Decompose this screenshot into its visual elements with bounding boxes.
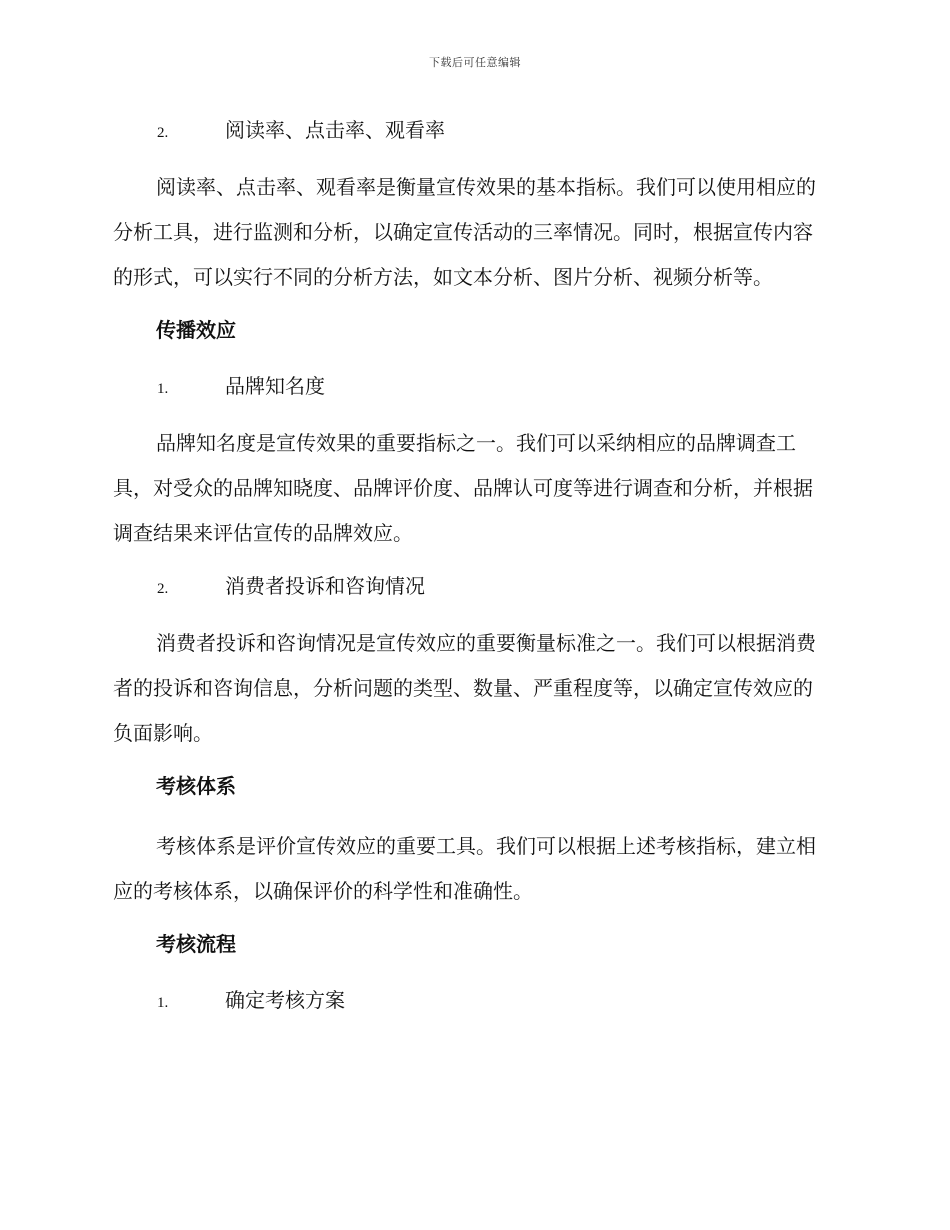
list-item-reading-rate: [113, 112, 831, 148]
list-item-text: 阅读率、点击率、观看率: [225, 118, 445, 142]
list-item-brand-awareness: [113, 368, 831, 404]
list-number: 2.: [157, 581, 169, 597]
list-item-assessment-plan: [113, 982, 831, 1018]
list-number: 2.: [157, 125, 169, 141]
section-heading-propagation: 传播效应: [156, 318, 236, 342]
paragraph-reading-rate: 阅读率、点击率、观看率是衡量宣传效果的基本指标。我们可以使用相应的分析工具，进行监测和分析，以确定宣传活动的三率情况。同时，根据宣传内容的形式，可以实行不同的分析方法，如文本分析、图片分析、视频分析等。: [113, 175, 816, 289]
document-body: [113, 112, 831, 1018]
section-heading-assessment-process: 考核流程: [156, 932, 236, 956]
list-item-text: 确定考核方案: [225, 988, 345, 1012]
paragraph-brand-awareness: 品牌知名度是宣传效果的重要指标之一。我们可以采纳相应的品牌调查工具，对受众的品牌知晓度、品牌评价度、品牌认可度等进行调查和分析，并根据调查结果来评估宣传的品牌效应。: [113, 431, 813, 545]
list-item-complaints: [113, 568, 831, 604]
list-number: 1.: [157, 995, 169, 1011]
paragraph-assessment-system: 考核体系是评价宣传效应的重要工具。我们可以根据上述考核指标，建立相应的考核体系，以确保评价的科学性和准确性。: [113, 834, 816, 903]
section-heading-assessment-system: 考核体系: [156, 774, 236, 798]
paragraph-complaints: 消费者投诉和咨询情况是宣传效应的重要衡量标准之一。我们可以根据消费者的投诉和咨询信息，分析问题的类型、数量、严重程度等，以确定宣传效应的负面影响。: [113, 631, 816, 745]
list-item-text: 品牌知名度: [225, 374, 325, 398]
list-number: 1.: [157, 381, 169, 397]
page-header: 下载后可任意编辑: [429, 56, 521, 69]
list-item-text: 消费者投诉和咨询情况: [225, 574, 425, 598]
